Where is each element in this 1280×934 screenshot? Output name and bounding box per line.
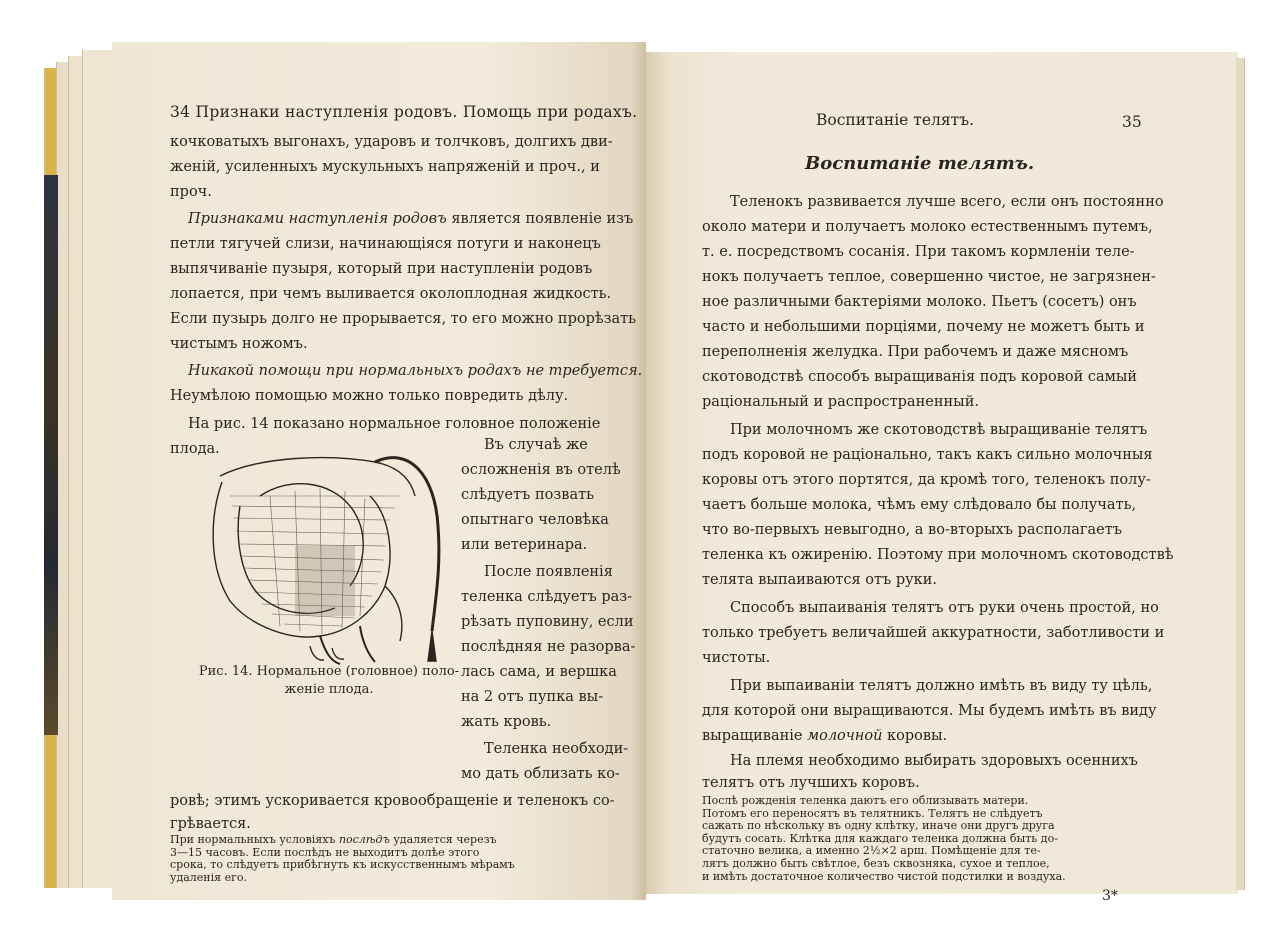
- text-line: что во-первыхъ невыгодно, а во-вторыхъ располагаетъ: [702, 522, 1122, 538]
- text-line: на 2 отъ пупка вы-: [461, 689, 604, 705]
- right-page-para6: [702, 795, 1232, 883]
- text-span: При нормальныхъ условіяхъ: [170, 833, 339, 846]
- text-line: телятъ отъ лучшихъ коровъ.: [702, 775, 920, 791]
- text-line: подъ коровой не раціонально, такъ какъ сильно молочныя: [702, 447, 1153, 463]
- text-line: петли тягучей слизи, начинающіяся потуги и наконецъ: [170, 236, 601, 252]
- text-line: опытнаго человѣка: [461, 512, 609, 528]
- text-line: ровѣ; этимъ ускоривается кровообращеніе и теленокъ со-: [170, 793, 615, 809]
- text-line: Послѣ рожденія теленка даютъ его облизывать матери.: [702, 794, 1029, 807]
- text-line: На рис. 14 показано нормальное головное положеніе: [188, 416, 601, 432]
- text-line: мо дать облизать ко-: [461, 766, 620, 782]
- text-line: 3—15 часовъ. Если послѣдъ не выходитъ долѣе этого: [170, 845, 480, 859]
- text-line: чистоты.: [702, 650, 771, 666]
- text-line: послѣдняя не разорва-: [461, 639, 636, 655]
- italic-phrase: Признаками наступленія родовъ: [188, 211, 447, 227]
- text-line: Неумѣлою помощью можно только повредить дѣлу.: [170, 388, 569, 404]
- printer-signature: 3*: [1102, 888, 1118, 904]
- text-line: раціональный и распространенный.: [702, 394, 979, 410]
- text-line: грѣвается.: [170, 816, 251, 832]
- text-line: плода.: [170, 441, 220, 457]
- text-line: или ветеринара.: [461, 537, 588, 553]
- left-running-header: 34 Признаки наступленія родовъ. Помощь при родахъ.: [170, 103, 638, 121]
- text-line: После появленія: [484, 564, 613, 580]
- text-line: выпячиваніе пузыря, который при наступленіи родовъ: [170, 261, 593, 277]
- text-line: статочно велика, а именно 2½×2 арш. Помѣщеніе для те-: [702, 844, 1041, 858]
- text-line: лась сама, и вершка: [461, 664, 617, 680]
- text-line: удаленія его.: [170, 870, 247, 884]
- text-line: проч.: [170, 184, 212, 200]
- section-title: Воспитаніе телятъ.: [805, 153, 1035, 174]
- text-line: осложненія въ отелѣ: [461, 462, 621, 478]
- text-line: Способъ выпаиванія телятъ отъ руки очень простой, но: [730, 600, 1159, 616]
- text-line: кочковатыхъ выгонахъ, ударовъ и толчковъ, долгихъ дви-: [170, 134, 613, 150]
- text-line: слѣдуетъ позвать: [461, 487, 594, 503]
- text-line: телята выпаиваются отъ руки.: [702, 572, 937, 588]
- text-line: для которой они выращиваются. Мы будемъ имѣть въ виду: [702, 703, 1157, 719]
- text-line: срока, то слѣдуетъ прибѣгнуть къ искусственнымъ мѣрамъ: [170, 858, 515, 872]
- text-line: лятъ должно быть свѣтлое, безъ сквозняка, сухое и теплое,: [702, 856, 1050, 870]
- text-line: переполненія желудка. При рабочемъ и даже мясномъ: [702, 344, 1129, 360]
- right-running-header: Воспитаніе телятъ.: [816, 111, 975, 129]
- page-number: 35: [1122, 113, 1142, 131]
- text-span: выращиваніе: [702, 728, 808, 744]
- text-span: является появленіе изъ: [446, 211, 634, 227]
- text-line: нокъ получаетъ теплое, совершенно чистое, не загрязнен-: [702, 269, 1156, 285]
- page-stack-edge: [82, 50, 113, 888]
- text-line: лопается, при чемъ выливается околоплодная жидкость.: [170, 286, 612, 302]
- text-line: сажать по нѣскольку въ одну клѣтку, иначе они другъ друга: [702, 819, 1055, 833]
- text-line: ное различными бактеріями молоко. Пьетъ (сосетъ) онъ: [702, 294, 1137, 310]
- text-line: будутъ сосать. Клѣтка для каждаго теленка должна быть до-: [702, 831, 1058, 845]
- text-line: женій, усиленныхъ мускульныхъ напряженій и проч., и: [170, 159, 600, 175]
- text-line: Никакой помощи при нормальныхъ родахъ не требуется.: [188, 363, 643, 379]
- text-line: При выпаиваніи телятъ должно имѣть въ виду ту цѣль,: [730, 678, 1153, 694]
- figure-caption: Рис. 14. Нормальное (головное) поло-женіе плода.: [198, 664, 460, 697]
- text-line: Теленокъ развивается лучше всего, если онъ постоянно: [730, 194, 1164, 210]
- text-line: скотоводствѣ способъ выращиванія подъ коровой самый: [702, 369, 1138, 385]
- text-line: теленка слѣдуетъ раз-: [461, 589, 633, 605]
- text-line: Теленка необходи-: [484, 741, 629, 757]
- text-line: чистымъ ножомъ.: [170, 336, 308, 352]
- italic-word: послѣдъ: [338, 833, 390, 846]
- text-line: теленка къ ожиренію. Поэтому при молочномъ скотоводствѣ: [702, 547, 1174, 563]
- cow-fetus-illustration: [200, 436, 450, 666]
- text-line: коровы отъ этого портятся, да кромѣ того, теленокъ полу-: [702, 472, 1151, 488]
- text-span: коровы.: [882, 728, 948, 744]
- text-line: На племя необходимо выбирать здоровыхъ осеннихъ: [730, 753, 1138, 769]
- text-line: При молочномъ же скотоводствѣ выращиваніе телятъ: [730, 422, 1148, 438]
- page-stack-edge-right: [1236, 58, 1245, 890]
- text-line: [170, 834, 640, 847]
- text-line: т. е. посредствомъ сосанія. При такомъ кормленіи телe-: [702, 244, 1135, 260]
- text-span: удаляется черезъ: [389, 833, 497, 846]
- text-line: и имѣть достаточное количество чистой подстилки и воздуха.: [702, 869, 1066, 883]
- text-line: часто и небольшими порціями, почему не можетъ быть и: [702, 319, 1145, 335]
- text-line: [188, 207, 633, 231]
- text-line: около матери и получаетъ молоко естественнымъ путемъ,: [702, 219, 1153, 235]
- text-line: рѣзать пуповину, если: [461, 614, 634, 630]
- text-line: Въ случаѣ же: [484, 437, 588, 453]
- book-cover-edge: [44, 175, 58, 735]
- text-line: чаетъ больше молока, чѣмъ ему слѣдовало бы получать,: [702, 497, 1137, 513]
- text-line: Потомъ его переносятъ въ телятникъ. Телятъ не слѣдуетъ: [702, 806, 1043, 820]
- left-page-final-paragraph: [170, 834, 640, 884]
- text-line: [702, 724, 947, 748]
- text-line: только требуетъ величайшей аккуратности, заботливости и: [702, 625, 1165, 641]
- italic-word: молочной: [807, 728, 883, 744]
- text-line: Если пузырь долго не прорывается, то его можно прорѣзать: [170, 311, 637, 327]
- text-line: жать кровь.: [461, 714, 552, 730]
